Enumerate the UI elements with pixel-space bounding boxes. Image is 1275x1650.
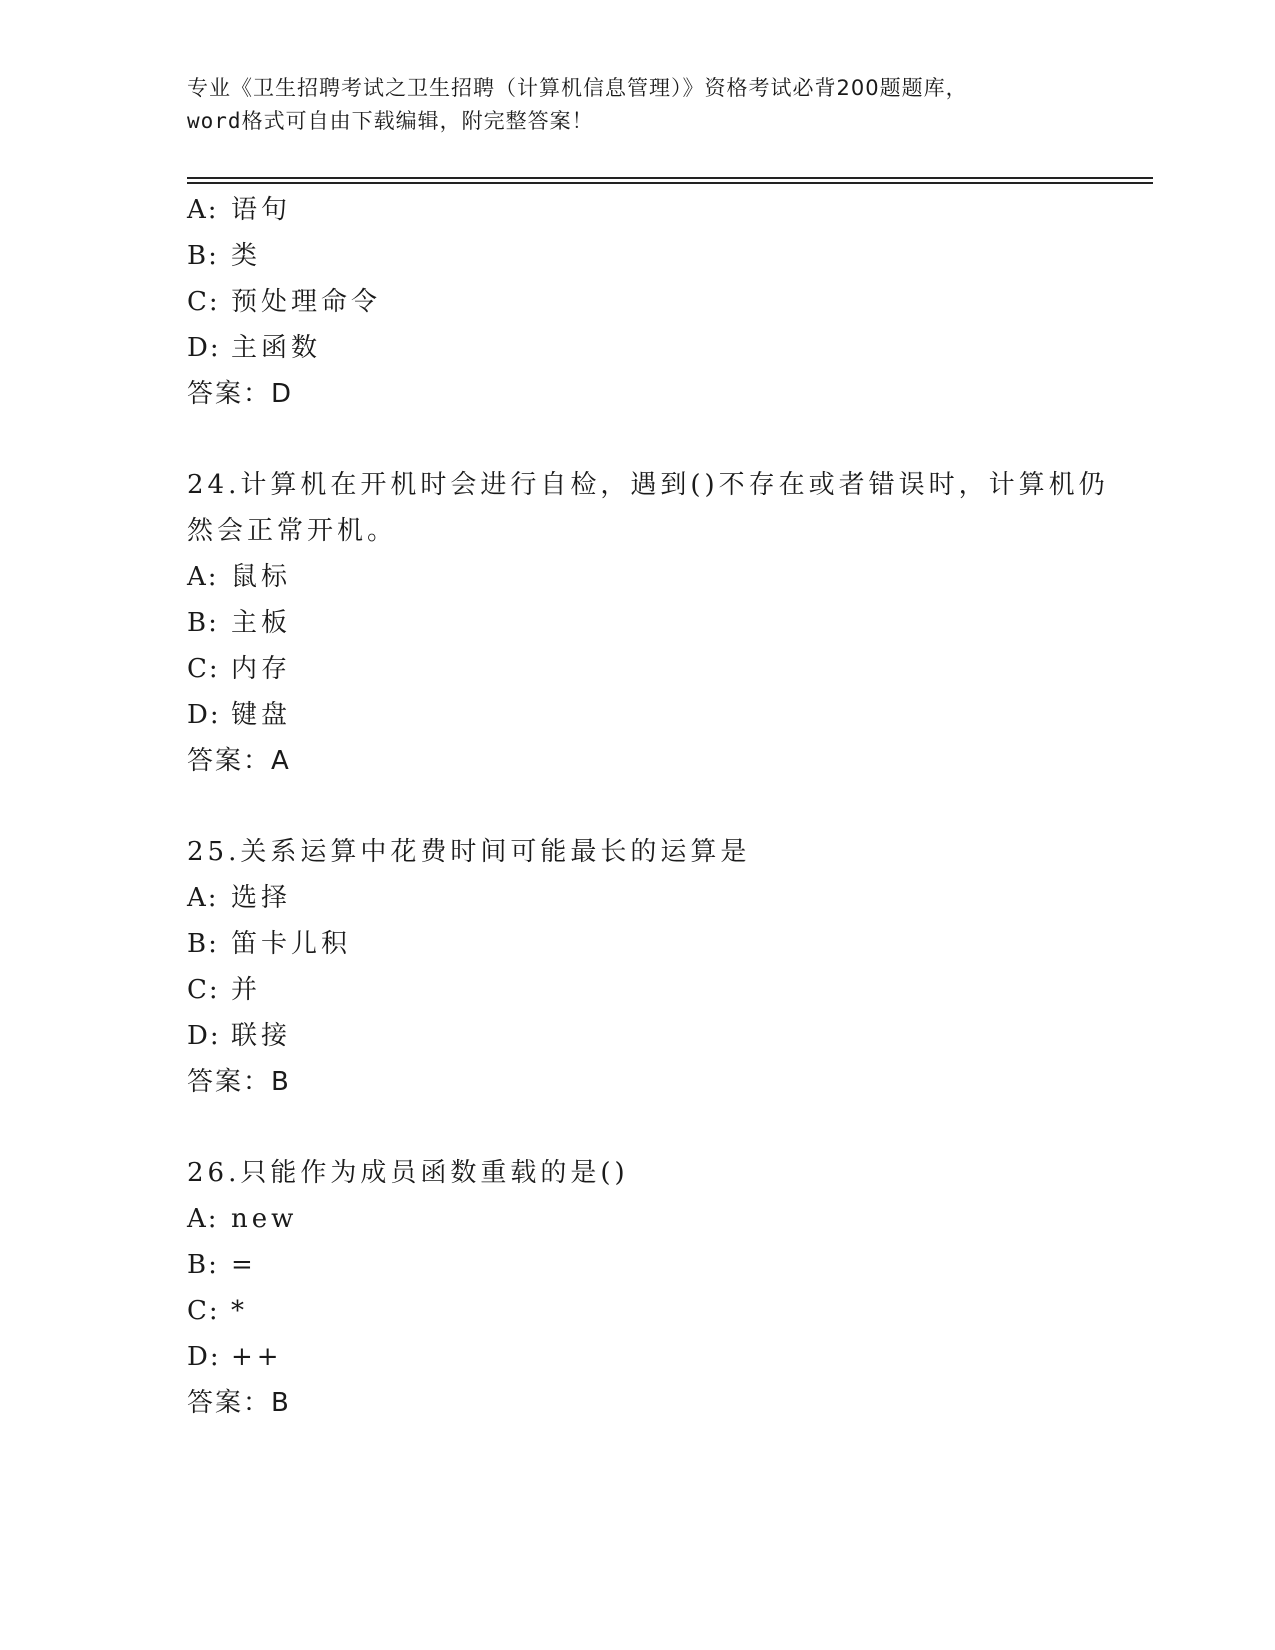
- option-text: 鼠标: [231, 562, 292, 592]
- option-label: D:: [187, 1021, 221, 1051]
- option-label: A:: [187, 883, 219, 913]
- option-text: ++: [231, 1342, 283, 1372]
- option-label: B:: [187, 1250, 219, 1280]
- option-label: C:: [187, 287, 220, 317]
- answer-line: 答案：D: [187, 379, 294, 409]
- option-text: 语句: [231, 195, 292, 225]
- answer-line: 答案：B: [187, 1388, 291, 1418]
- option-label: B:: [187, 608, 219, 638]
- option-text: new: [231, 1204, 298, 1234]
- option-label: D:: [187, 333, 221, 363]
- option-d: [187, 692, 1147, 738]
- spacer: [187, 417, 1147, 462]
- header-divider-bottom: [187, 182, 1153, 184]
- option-b: [187, 1242, 1147, 1288]
- question-block-24: [187, 462, 1147, 784]
- option-text: 预处理命令: [231, 287, 382, 317]
- option-text: =: [231, 1250, 257, 1280]
- answer-line: 答案：B: [187, 1067, 291, 1097]
- option-b: [187, 600, 1147, 646]
- spacer: [187, 1105, 1147, 1150]
- header-title-line: 专业《卫生招聘考试之卫生招聘（计算机信息管理）》资格考试必背200题题库，: [187, 76, 968, 100]
- question-list: [187, 187, 1147, 1426]
- question-text: 26.只能作为成员函数重载的是(): [187, 1158, 629, 1188]
- option-text: 键盘: [231, 700, 292, 730]
- option-c: [187, 279, 1147, 325]
- option-label: B:: [187, 929, 219, 959]
- option-b: [187, 233, 1147, 279]
- option-c: [187, 1288, 1147, 1334]
- option-a: [187, 1196, 1147, 1242]
- option-label: A:: [187, 195, 219, 225]
- option-a: [187, 875, 1147, 921]
- question-block-23: [187, 187, 1147, 417]
- option-text: 笛卡儿积: [231, 929, 352, 959]
- option-b: [187, 921, 1147, 967]
- option-text: 选择: [231, 883, 292, 913]
- option-label: D:: [187, 1342, 221, 1372]
- option-text: 联接: [231, 1021, 292, 1051]
- option-text: 主板: [231, 608, 292, 638]
- question-text: 25.关系运算中花费时间可能最长的运算是: [187, 837, 751, 867]
- question-block-25: [187, 829, 1147, 1105]
- header-subtitle-line: word格式可自由下载编辑，附完整答案！: [187, 109, 594, 133]
- option-label: B:: [187, 241, 219, 271]
- option-a: [187, 554, 1147, 600]
- option-a: [187, 187, 1147, 233]
- question-text-line1: 24.计算机在开机时会进行自检，遇到()不存在或者错误时，计算机仍: [187, 470, 1109, 500]
- document-header: [187, 72, 1087, 138]
- option-label: D:: [187, 700, 221, 730]
- header-divider-top: [187, 177, 1153, 179]
- option-c: [187, 646, 1147, 692]
- option-label: A:: [187, 562, 219, 592]
- option-d: [187, 1013, 1147, 1059]
- question-text-line2: 然会正常开机。: [187, 516, 398, 546]
- spacer: [187, 784, 1147, 829]
- option-d: [187, 1334, 1147, 1380]
- option-text: 内存: [231, 654, 292, 684]
- option-label: C:: [187, 1296, 220, 1326]
- question-block-26: [187, 1150, 1147, 1426]
- option-label: C:: [187, 654, 220, 684]
- option-text: 主函数: [231, 333, 322, 363]
- option-c: [187, 967, 1147, 1013]
- option-label: A:: [187, 1204, 219, 1234]
- option-label: C:: [187, 975, 220, 1005]
- option-text: 并: [231, 975, 262, 1005]
- option-text: 类: [231, 241, 262, 271]
- option-d: [187, 325, 1147, 371]
- option-text: *: [231, 1296, 248, 1326]
- answer-line: 答案：A: [187, 746, 291, 776]
